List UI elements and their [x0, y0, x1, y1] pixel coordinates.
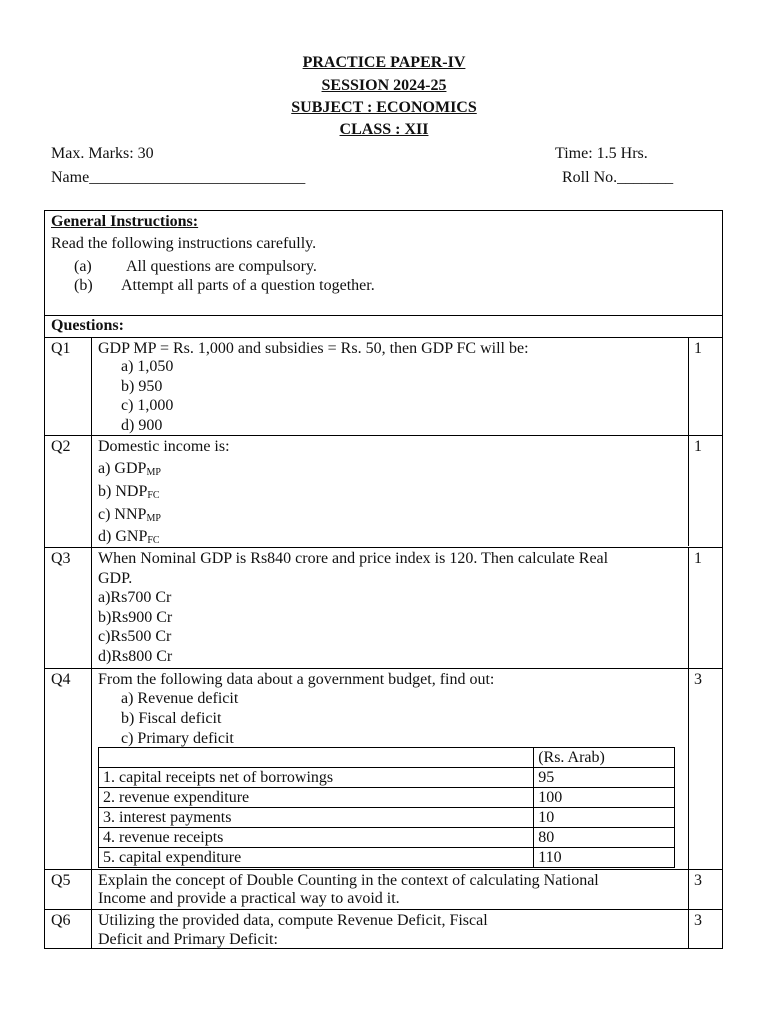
marks: 1	[694, 340, 702, 357]
table-cell: 1. capital receipts net of borrowings	[99, 768, 534, 788]
row-divider	[44, 869, 723, 870]
instruction-marker-a: (a)	[74, 258, 92, 275]
option: a) Revenue deficit	[121, 690, 239, 707]
table-header-cell: (Rs. Arab)	[534, 748, 675, 768]
question-text: When Nominal GDP is Rs840 crore and price index is 120. Then calculate Real	[98, 550, 609, 567]
question-number: Q4	[51, 671, 71, 688]
marks: 1	[694, 438, 702, 455]
option: c) Primary deficit	[121, 730, 234, 747]
marks: 3	[694, 912, 702, 929]
option: a) 1,050	[121, 358, 174, 375]
option: b) $NDP_{FC}$	[98, 483, 160, 501]
table-row	[99, 808, 675, 828]
question-text: GDP.	[98, 570, 133, 587]
table-cell: 80	[534, 828, 675, 848]
subject-title: SUBJECT : ECONOMICS	[291, 99, 477, 116]
table-cell: 10	[534, 808, 675, 828]
name-field: Name___________________________	[51, 169, 306, 186]
instruction-item-a: All questions are compulsory.	[126, 258, 317, 275]
question-number: Q2	[51, 438, 71, 455]
question-number: Q3	[51, 550, 71, 567]
table-cell: 100	[534, 788, 675, 808]
marks: 3	[694, 671, 702, 688]
question-text: From the following data about a government budget, find out:	[98, 671, 495, 688]
question-text: Income and provide a practical way to avoid it.	[98, 890, 400, 907]
option: d) $GNP_{FC}$	[98, 528, 160, 546]
paper-title: PRACTICE PAPER-IV	[302, 54, 466, 71]
option: b)Rs900 Cr	[98, 609, 173, 626]
question-text: Domestic income is:	[98, 438, 230, 455]
table-cell: 5. capital expenditure	[99, 848, 534, 868]
marks: 1	[694, 550, 702, 567]
table-row	[99, 788, 675, 808]
option: d) 900	[121, 417, 163, 434]
table-row	[99, 768, 675, 788]
table-cell: 4. revenue receipts	[99, 828, 534, 848]
option: a) $GDP_{MP}$	[98, 460, 161, 478]
instruction-item-b: Attempt all parts of a question together.	[121, 277, 375, 294]
question-number: Q6	[51, 912, 71, 929]
table-row	[99, 748, 675, 768]
option: d)Rs800 Cr	[98, 648, 173, 665]
option: a)Rs700 Cr	[98, 589, 172, 606]
session-title: SESSION 2024-25	[321, 77, 447, 94]
instructions-title: General Instructions:	[51, 213, 199, 230]
instructions-intro: Read the following instructions carefully.	[51, 235, 317, 252]
marks: 3	[694, 872, 702, 889]
budget-data-table	[98, 747, 675, 868]
column-divider	[688, 548, 689, 949]
column-divider	[91, 337, 92, 949]
option: b) 950	[121, 378, 163, 395]
roll-no-field: Roll No._______	[562, 169, 674, 186]
table-cell: 110	[534, 848, 675, 868]
question-text: Utilizing the provided data, compute Revenue Deficit, Fiscal	[98, 912, 488, 929]
question-text: Deficit and Primary Deficit:	[98, 931, 278, 948]
table-cell	[99, 748, 534, 768]
option: c) 1,000	[121, 397, 174, 414]
question-text: GDP MP = Rs. 1,000 and subsidies = Rs. 50, then GDP FC will be:	[98, 340, 529, 357]
class-title: CLASS : XII	[339, 121, 429, 138]
time-allowed: Time: 1.5 Hrs.	[555, 145, 648, 162]
questions-label: Questions:	[51, 317, 124, 334]
table-cell: 3. interest payments	[99, 808, 534, 828]
instruction-marker-b: (b)	[74, 277, 93, 294]
divider	[44, 337, 723, 338]
question-number: Q5	[51, 872, 71, 889]
row-divider	[44, 668, 723, 669]
table-cell: 95	[534, 768, 675, 788]
row-divider	[44, 909, 723, 910]
option: c)Rs500 Cr	[98, 628, 172, 645]
table-row	[99, 828, 675, 848]
max-marks: Max. Marks: 30	[51, 145, 154, 162]
column-divider	[688, 337, 689, 546]
question-text: Explain the concept of Double Counting in the context of calculating National	[98, 872, 599, 889]
question-number: Q1	[51, 340, 71, 357]
option: c) $NNP_{MP}$	[98, 506, 161, 524]
option: b) Fiscal deficit	[121, 710, 222, 727]
table-cell: 2. revenue expenditure	[99, 788, 534, 808]
table-row	[99, 848, 675, 868]
